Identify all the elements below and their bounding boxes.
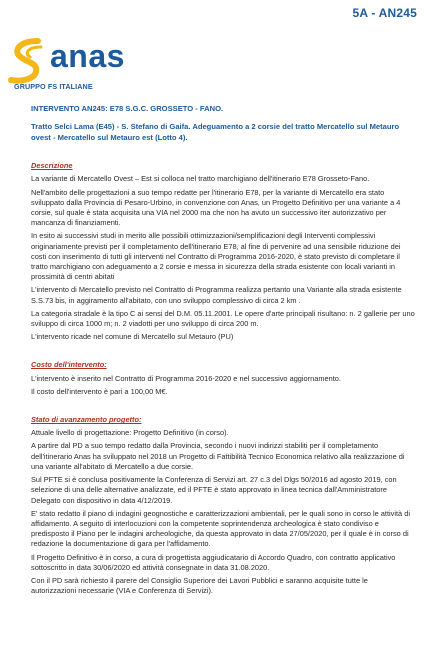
- paragraph: A partire dal PD a suo tempo redatto dalla Provincia, secondo i nuovi indirizzi stabiliti per il completamento dell'itinerario Anas ha sviluppato nel 2018 un Progetto di Fattibilità Tecnico Economica relativo alla realizzazione di una variante all'abitato di Mercatello a due corsie.: [31, 441, 405, 471]
- paragraph: La categoria stradale è la tipo C ai sensi del D.M. 05.11.2001. Le opere d'arte principali risultano: n. 2 gallerie per uno sviluppo di circa 1000 m; n. 2 viadotti per uno sviluppo di circa 200 m.: [31, 308, 415, 329]
- section-title: Descrizione: [31, 161, 73, 171]
- paragraph: Attuale livello di progettazione: Progetto Definitivo (in corso).: [31, 428, 229, 438]
- section-descrizione: [31, 161, 415, 342]
- paragraph: L'intervento è inserito nel Contratto di Programma 2016-2020 e nel successivo aggiornamento.: [31, 373, 341, 383]
- document-body: [31, 104, 415, 599]
- paragraph: La variante di Mercatello Ovest – Est si colloca nel tratto marchigiano dell'itinerario E78 Grosseto-Fano.: [31, 174, 370, 184]
- heading-subtitle: Tratto Selci Lama (E45) - S. Stefano di Gaifa. Adeguamento a 2 corsie del tratto Mercatello sul Metauro ovest - Mercatello sul Metauro est (Lotto 4).: [31, 122, 400, 142]
- paragraph: In esito ai successivi studi in merito alle possibili ottimizzazioni/semplificazioni degli Interventi complessivi originariamente previsti per il completamento dell'itinerario E78, al fine di pervenire ad una sensibile riduzione dei costi con inserimento di tutti gli interventi nel Contratto di Programma 2016-2020, è stato previsto di completare il tratto marchigiano con adeguamento a 2 corsie e messa in sicurezza della strada esistente con locali varianti in prossimità di centri abitati: [31, 231, 401, 282]
- anas-swoosh-icon: [8, 38, 52, 86]
- paragraph: L'intervento ricade nel comune di Mercatello sul Metauro (PU): [31, 332, 234, 342]
- logo-wordmark: anas: [50, 38, 125, 74]
- paragraph: Il costo dell'intervento è pari a 100,00 M€.: [31, 386, 168, 396]
- paragraph: L'intervento di Mercatello previsto nel Contratto di Programma realizza pertanto una Variante alla strada esistente S.S.73 bis, in aggiramento all'abitato, con uno sviluppo complessivo di circa 2 km .: [31, 285, 402, 305]
- anas-logo: [8, 38, 128, 98]
- document-code: 5A - AN245: [352, 6, 417, 20]
- section-title: Costo dell'intervento:: [31, 360, 107, 370]
- paragraph: Il Progetto Definitivo è in corso, a cura di progettista aggiudicatario di Accordo Quadro, con contratto applicativo sottoscritto in data 30/06/2020 ed attività consegnate in data 31.08.2020.: [31, 552, 396, 572]
- section-title: Stato di avanzamento progetto:: [31, 415, 142, 425]
- intervention-heading: [31, 104, 415, 143]
- heading-title: INTERVENTO AN245: E78 S.G.C. GROSSETO - FANO.: [31, 104, 224, 113]
- section-costo: [31, 360, 415, 397]
- paragraph: Con il PD sarà richiesto il parere del Consiglio Superiore dei Lavori Pubblici e saranno acquisite tutte le autorizzazioni necessarie (VIA e Conferenza di Servizi).: [31, 575, 368, 596]
- section-stato-avanzamento: [31, 415, 415, 596]
- paragraph: Sul PFTE si è conclusa positivamente la Conferenza di Servizi art. 27 c.3 del Dlgs 50/2016 ad agosto 2019, con selezione di una delle alternative analizzate, ed il PFTE è stato approvato in linea tecnica dall'Amministratore Delegato con dispositivo in data 4/12/2019.: [31, 475, 397, 505]
- paragraph: E' stato redatto il piano di indagini geognostiche e caratterizzazioni ambientali, per le quali sono in corso le attività di affidamento. A seguito di interlocuzioni con la competente soprintendenza archeologica è stato condiviso e predisposto il Piano per le indagini archeologiche, da questa approvato in data 27/05/2020, per il quale è in corso di redazione la documentazione di gara per l'affidamento.: [31, 508, 410, 549]
- paragraph: Nell'ambito delle progettazioni a suo tempo redatte per l'itinerario E78, per la variante di Mercatello era stato sviluppato dalla Provincia di Pesaro-Urbino, in convenzione con Anas, un Progetto Definitivo per una variante a 4 corsie, sul quale è stata acquisita una VIA nel 2000 ma che non ha avuto un successivo iter autorizzativo per mancanza di finanziamenti.: [31, 187, 401, 228]
- logo-group-name: GRUPPO FS ITALIANE: [14, 82, 93, 91]
